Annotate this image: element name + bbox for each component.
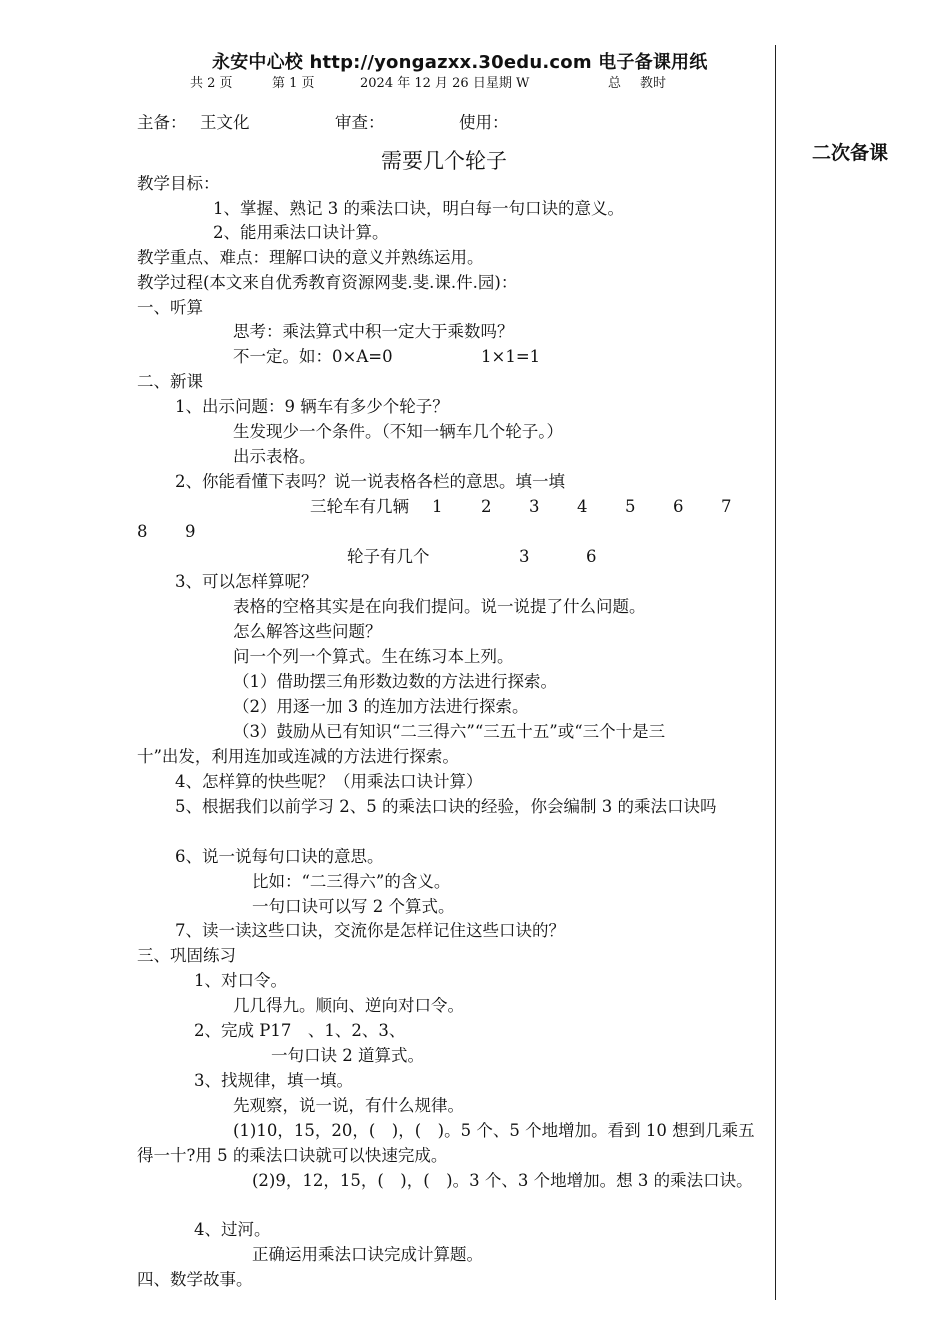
body-line: 不一定。如：0×A=0 (233, 347, 393, 366)
table-cell: 3 (529, 497, 540, 516)
table-cell: 6 (673, 497, 684, 516)
body-line: 2、完成 P17 、1、2、3、 (194, 1021, 406, 1040)
body-line: 比如：“二三得六”的含义。 (252, 872, 451, 891)
body-line: 思考：乘法算式中积一定大于乘数吗？ (233, 322, 514, 341)
body-line: 怎么解答这些问题？ (233, 622, 382, 641)
body-line: (2)9，12，15，( )，( )。3 个、3 个地增加。想 3 的乘法口诀。 (252, 1171, 753, 1190)
body-line: 1、对口令。 (194, 971, 287, 990)
body-line: 6、说一说每句口诀的意思。 (175, 847, 384, 866)
body-line: （3）鼓励从已有知识“二三得六”“三五十五”或“三个十是三 (233, 722, 666, 741)
body-line: 得一十?用 5 的乘法口诀就可以快速完成。 (137, 1146, 448, 1165)
body-line: 教学过程(本文来自优秀教育资源网斐.斐.课.件.园)： (137, 273, 518, 292)
body-line: 问一个列一个算式。生在练习本上列。 (233, 647, 514, 666)
body-line: 一句口诀 2 道算式。 (271, 1046, 424, 1065)
body-line: 正确运用乘法口诀完成计算题。 (252, 1245, 483, 1264)
review-label: 审查： (335, 113, 385, 132)
body-line: 7、读一读这些口诀，交流你是怎样记住这些口诀的？ (175, 921, 565, 940)
body-line: 生发现少一个条件。（不知一辆车几个轮子。） (233, 422, 563, 441)
document-header-title: 永安中心校 http://yongazxx.30edu.com 电子备课用纸 (212, 52, 708, 73)
body-line: 2、能用乘法口诀计算。 (213, 223, 389, 242)
table-cell: 4 (577, 497, 588, 516)
body-line: 教学目标： (137, 174, 220, 193)
main-prep-label: 主备： (137, 113, 187, 132)
body-line: 1、出示问题：9 辆车有多少个轮子？ (175, 397, 449, 416)
section-heading: 一、听算 (137, 298, 203, 317)
table-cell: 9 (185, 522, 196, 541)
main-prep-name: 王文化 (200, 113, 250, 132)
date: 2024 年 12 月 26 日星期 W (360, 76, 530, 91)
table-cell: 5 (625, 497, 636, 516)
section-heading: 三、巩固练习 (137, 946, 236, 965)
table-cell: 3 (519, 547, 530, 566)
body-line: 2、你能看懂下表吗？说一说表格各栏的意思。填一填 (175, 472, 565, 491)
body-line: 表格的空格其实是在向我们提问。说一说提了什么问题。 (233, 597, 646, 616)
body-line: 3、找规律，填一填。 (194, 1071, 353, 1090)
table-row-label: 三轮车有几辆 (310, 497, 409, 516)
page-number: 第 1 页 (272, 76, 315, 91)
table-cell: 1 (432, 497, 443, 516)
total-lessons: 总 (608, 76, 622, 91)
table-cell: 8 (137, 522, 148, 541)
body-line: 4、怎样算的快些呢？（用乘法口诀计算） (175, 772, 483, 791)
body-line: 十”出发，利用连加或连减的方法进行探索。 (137, 747, 459, 766)
lesson-title: 需要几个轮子 (381, 149, 507, 173)
body-line: (1)10，15，20，( )，( )。5 个、5 个地增加。看到 10 想到几乘五 (233, 1121, 755, 1140)
body-line: 1、掌握、熟记 3 的乘法口诀，明白每一句口诀的意义。 (213, 199, 624, 218)
table-cell: 7 (721, 497, 732, 516)
body-line: 4、过河。 (194, 1220, 271, 1239)
section-heading: 四、数学故事。 (137, 1270, 253, 1289)
table-cell: 6 (586, 547, 597, 566)
total-pages: 共 2 页 (190, 76, 233, 91)
body-line: 5、根据我们以前学习 2、5 的乘法口诀的经验，你会编制 3 的乘法口诀吗 (175, 797, 717, 816)
body-line: 出示表格。 (233, 447, 316, 466)
body-line: （1）借助摆三角形数边数的方法进行探索。 (233, 672, 557, 691)
body-line: 1×1=1 (481, 347, 541, 366)
body-line: （2）用逐一加 3 的连加方法进行探索。 (233, 697, 529, 716)
use-label: 使用： (459, 113, 509, 132)
section-heading: 二、新课 (137, 372, 203, 391)
body-line: 教学重点、难点：理解口诀的意义并熟练运用。 (137, 248, 484, 267)
table-cell: 2 (481, 497, 492, 516)
body-line: 先观察，说一说，有什么规律。 (233, 1096, 464, 1115)
table-row-label: 轮子有几个 (347, 547, 430, 566)
column-divider (775, 45, 776, 1300)
body-line: 几几得九。顺向、逆向对口令。 (233, 996, 464, 1015)
body-line: 一句口诀可以写 2 个算式。 (252, 897, 455, 916)
lesson-count: 教时 (640, 76, 667, 91)
body-line: 3、可以怎样算呢？ (175, 572, 318, 591)
second-prep-label: 二次备课 (812, 142, 889, 164)
